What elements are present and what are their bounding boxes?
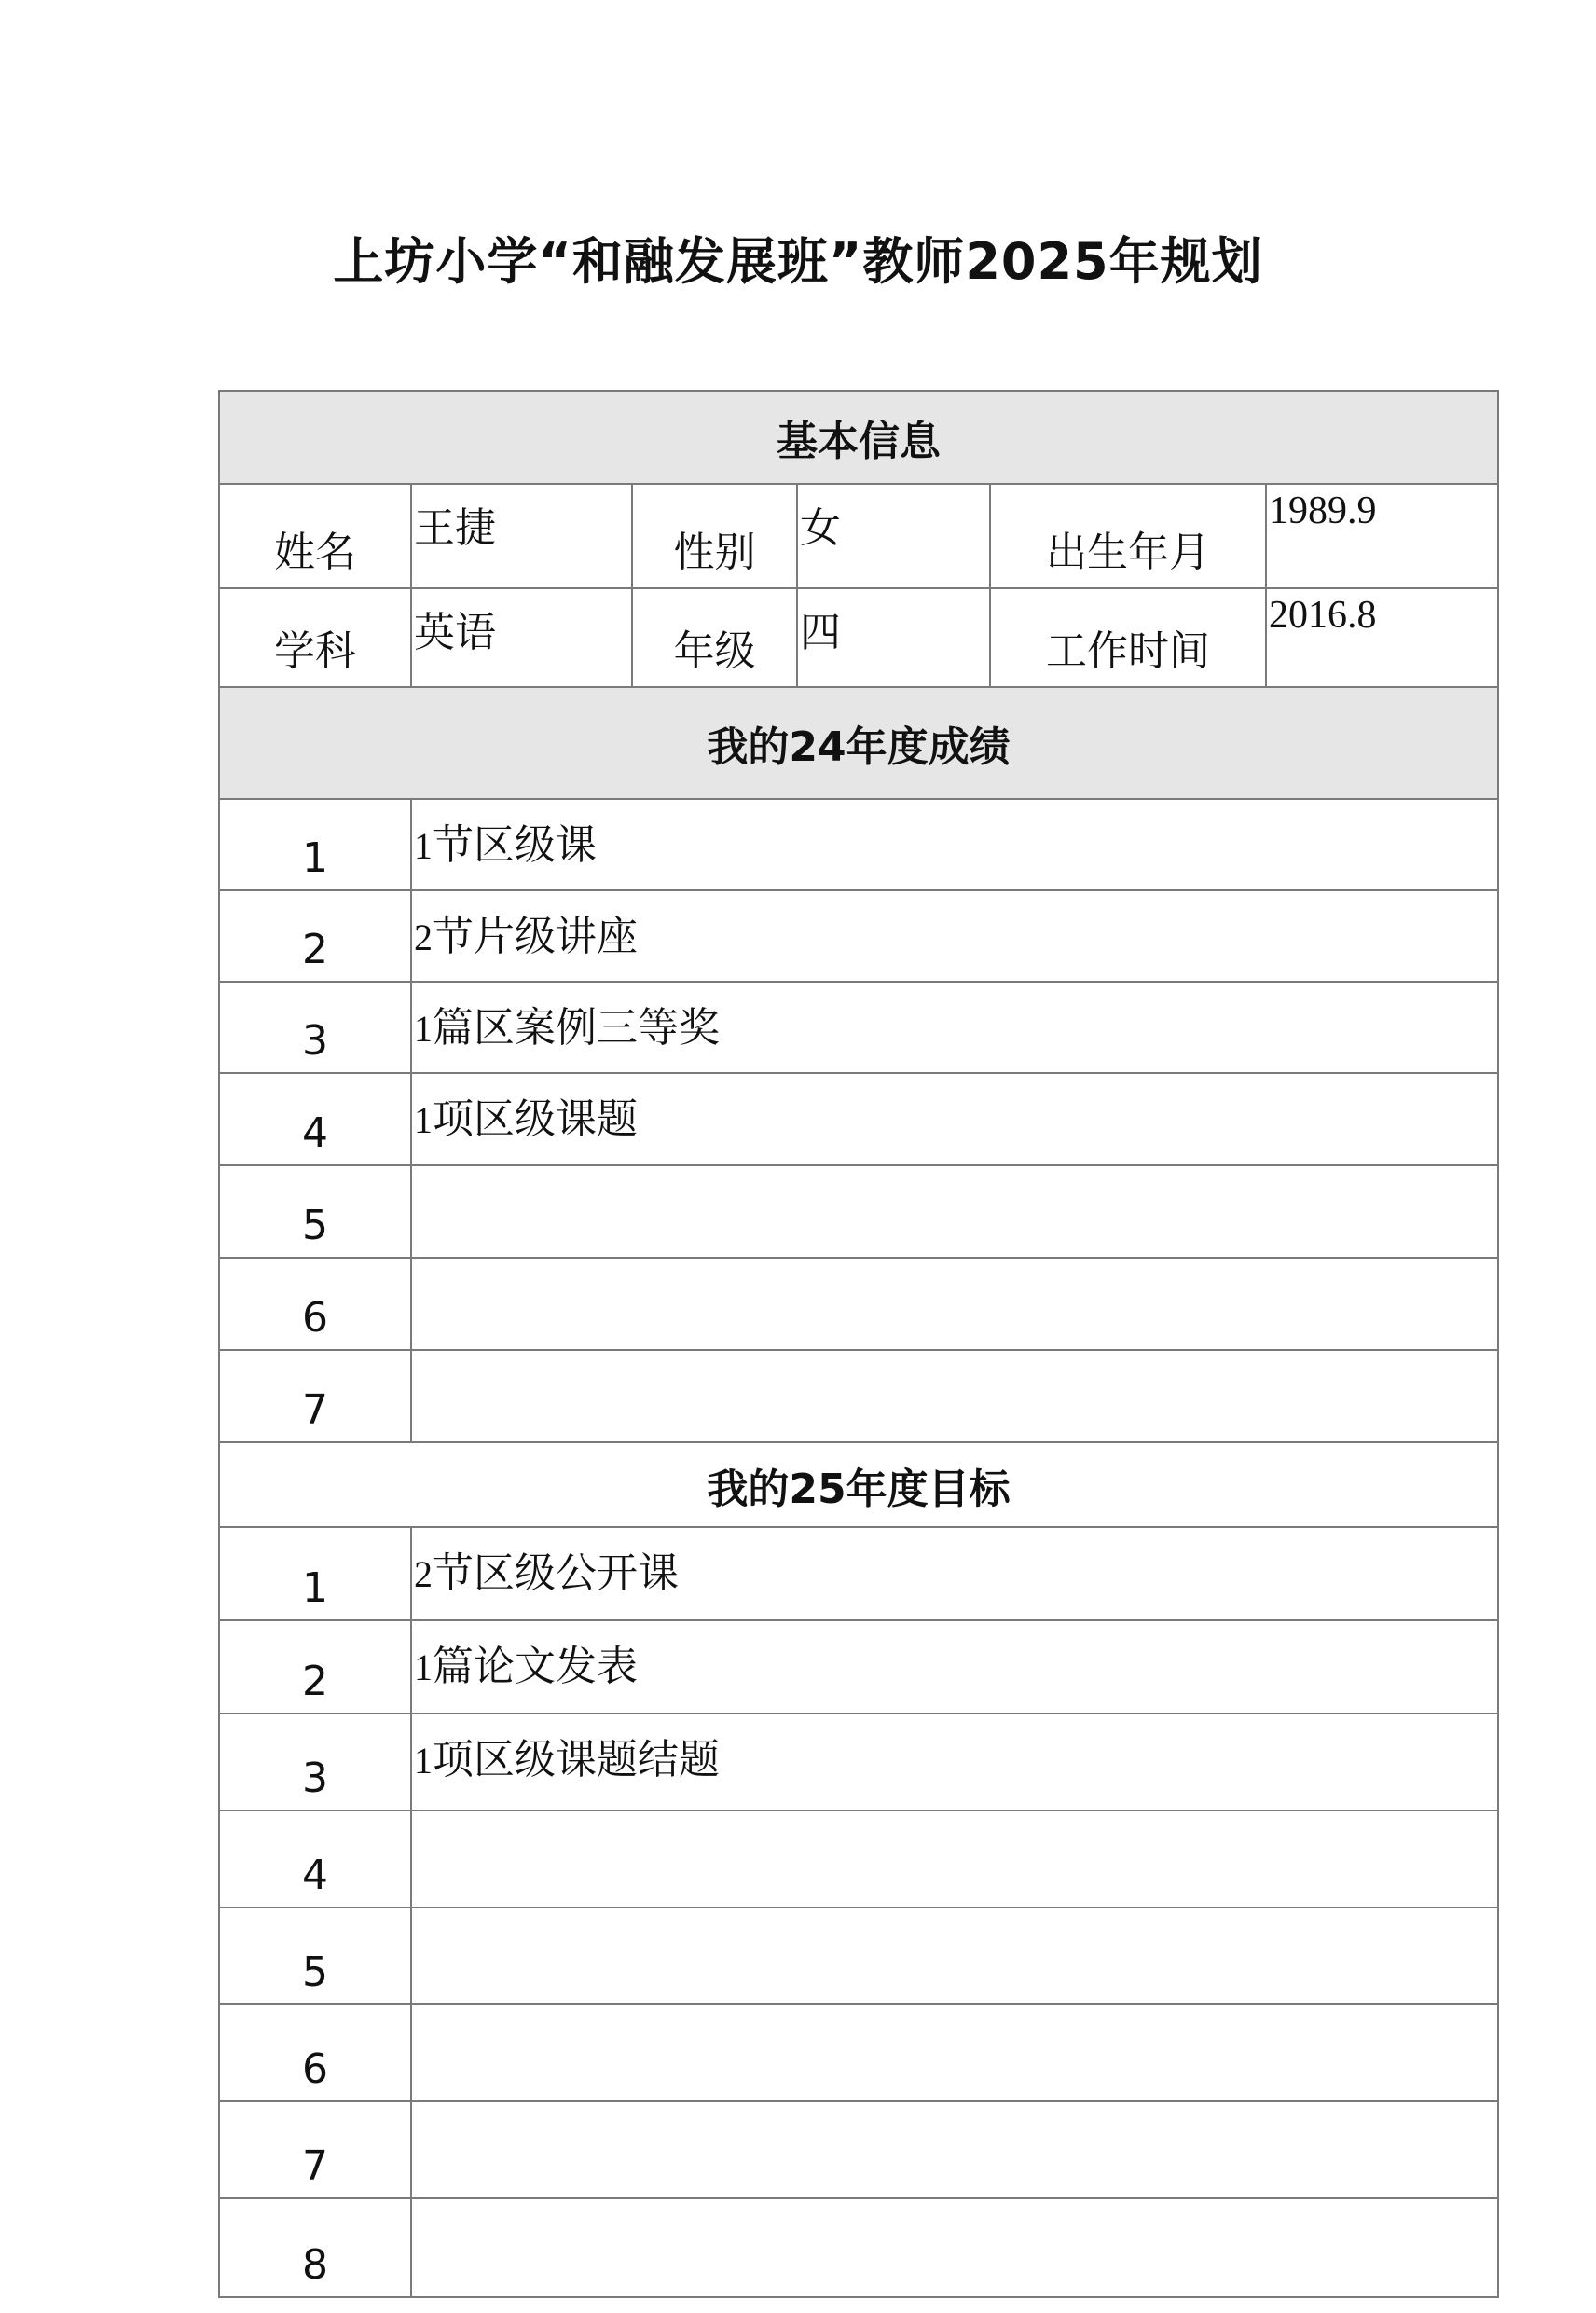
goal-row [219,1527,1498,1620]
row-content [411,1907,1498,2004]
section-header-achievements: 我的24年度成绩 [219,687,1498,799]
row-count: 1 [414,825,433,867]
row-text: 篇区案例三等奖 [433,1004,720,1052]
row-number: 8 [219,2198,411,2297]
row-text: 篇论文发表 [433,1643,638,1690]
goal-row [219,2101,1498,2198]
plan-table [218,390,1499,2298]
achievement-row [219,982,1498,1073]
row-text: 节区级课 [433,821,597,869]
row-number: 3 [219,982,411,1073]
row-content [411,982,1498,1073]
row-content [411,2004,1498,2101]
goal-row [219,2004,1498,2101]
row-number: 5 [219,1907,411,2004]
row-number: 2 [219,1620,411,1714]
row-number: 6 [219,1258,411,1350]
row-content [411,1350,1498,1442]
row-number: 2 [219,890,411,982]
row-number: 1 [219,799,411,890]
goal-row [219,1620,1498,1714]
goal-row [219,1714,1498,1810]
row-text: 节片级讲座 [433,913,638,960]
birth-label: 出生年月 [990,484,1266,588]
birth-value: 1989.9 [1266,484,1498,588]
grade-label: 年级 [632,588,797,687]
row-content [411,1258,1498,1350]
goal-row [219,1907,1498,2004]
goal-row [219,2198,1498,2297]
achievement-row [219,1073,1498,1165]
row-content [411,890,1498,982]
row-number: 3 [219,1714,411,1810]
subject-label: 学科 [219,588,411,687]
achievement-row [219,1258,1498,1350]
gender-label: 性别 [632,484,797,588]
section-header-basic-info: 基本信息 [219,391,1498,484]
row-content [411,1527,1498,1620]
row-content [411,1165,1498,1258]
row-content [411,1714,1498,1810]
row-number: 4 [219,1073,411,1165]
row-number: 5 [219,1165,411,1258]
row-number: 1 [219,1527,411,1620]
row-content [411,1620,1498,1714]
gender-value: 女 [797,484,990,588]
row-count: 2 [414,916,433,958]
row-text: 项区级课题 [433,1095,638,1143]
row-text: 节区级公开课 [433,1549,679,1597]
work-start-value: 2016.8 [1266,588,1498,687]
achievement-row [219,1165,1498,1258]
goal-row [219,1810,1498,1907]
achievement-row [219,799,1498,890]
section-header-goals: 我的25年度目标 [219,1442,1498,1527]
row-number: 7 [219,1350,411,1442]
name-value: 王捷 [411,484,632,588]
row-content [411,2198,1498,2297]
row-text: 项区级课题结题 [433,1736,720,1783]
row-content [411,1810,1498,1907]
achievement-row [219,890,1498,982]
achievement-row [219,1350,1498,1442]
name-label: 姓名 [219,484,411,588]
row-number: 4 [219,1810,411,1907]
row-number: 6 [219,2004,411,2101]
row-content [411,799,1498,890]
row-count: 1 [414,1740,433,1782]
row-count: 1 [414,1099,433,1141]
row-count: 1 [414,1008,433,1050]
work-start-label: 工作时间 [990,588,1266,687]
row-content [411,1073,1498,1165]
document-title: 上坊小学“和融发展班”教师2025年规划 [333,232,1263,291]
row-content [411,2101,1498,2198]
subject-value: 英语 [411,588,632,687]
row-count: 1 [414,1646,433,1688]
row-count: 2 [414,1553,433,1595]
grade-value: 四 [797,588,990,687]
row-number: 7 [219,2101,411,2198]
